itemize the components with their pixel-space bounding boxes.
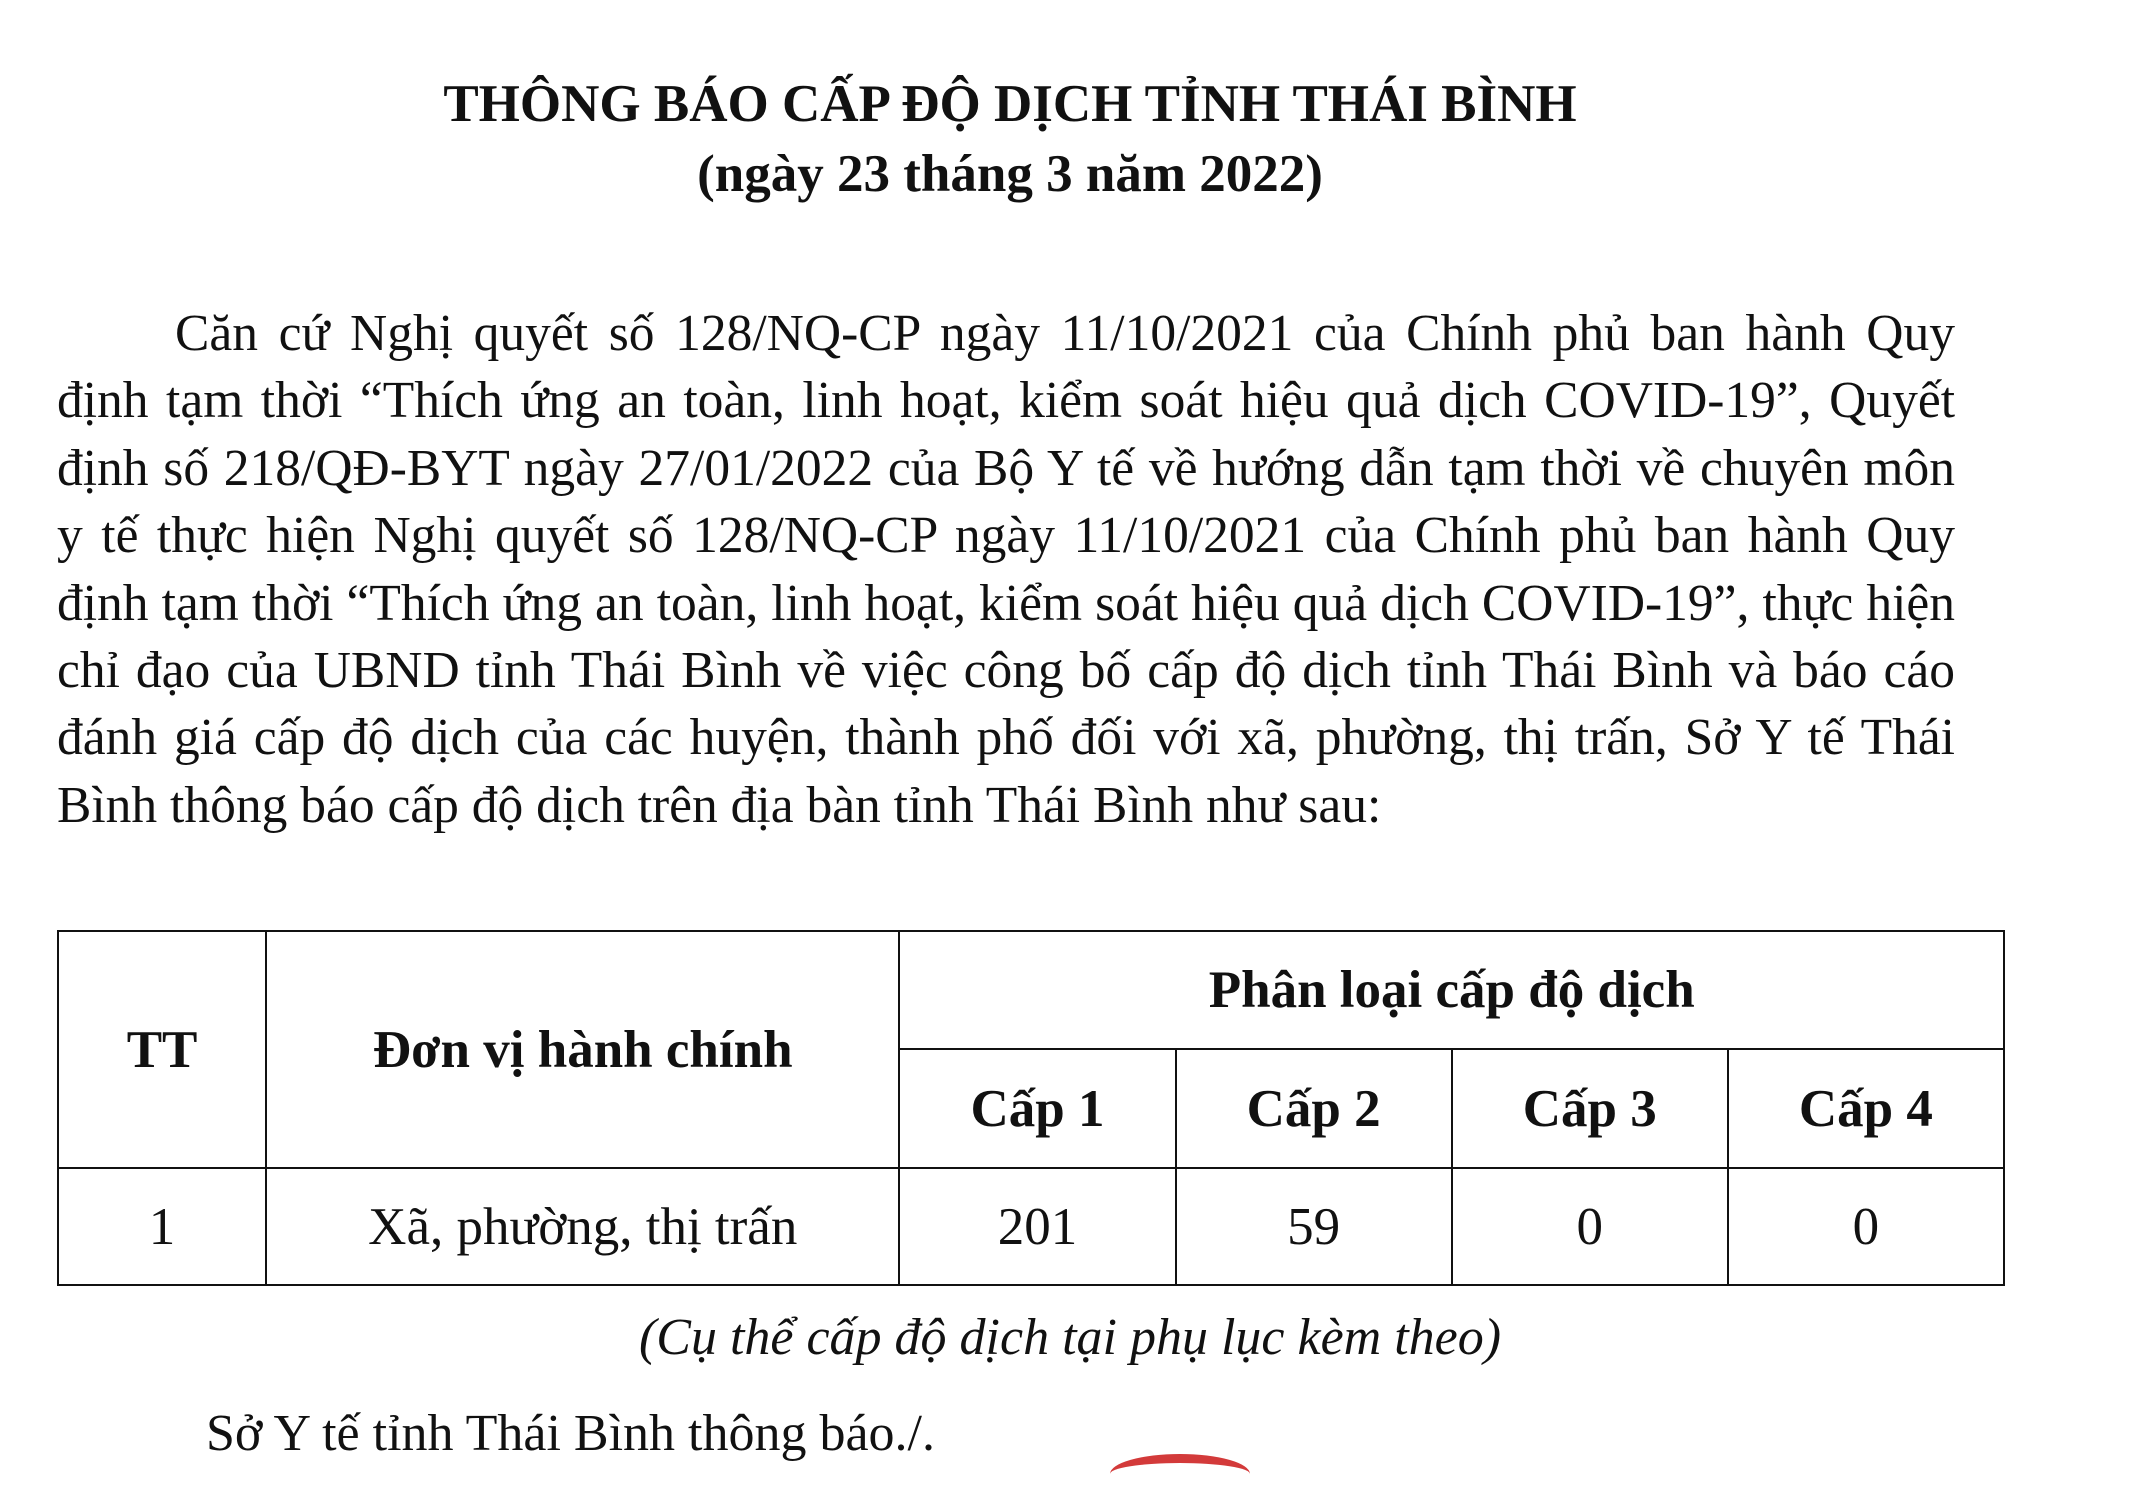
table-header-row (58, 931, 2004, 1049)
header-level-group: Phân loại cấp độ dịch (899, 931, 2004, 1049)
header-level-3: Cấp 3 (1452, 1049, 1728, 1168)
cell-unit: Xã, phường, thị trấn (266, 1168, 899, 1285)
header-level-1: Cấp 1 (899, 1049, 1175, 1168)
red-seal-edge (1110, 1454, 1250, 1494)
cell-level-3: 0 (1452, 1168, 1728, 1285)
document-title: THÔNG BÁO CẤP ĐỘ DỊCH TỈNH THÁI BÌNH (443, 75, 1577, 133)
header-level-4: Cấp 4 (1728, 1049, 2004, 1168)
table-row (58, 1168, 2004, 1285)
cell-level-1: 201 (899, 1168, 1175, 1285)
header-unit: Đơn vị hành chính (266, 931, 899, 1168)
appendix-note: (Cụ thể cấp độ dịch tại phụ lục kèm theo) (638, 1309, 1502, 1366)
header-level-2: Cấp 2 (1176, 1049, 1452, 1168)
closing-line: Sở Y tế tỉnh Thái Bình thông báo./. (206, 1405, 935, 1462)
epidemic-level-table (57, 930, 2005, 1286)
document-date: (ngày 23 tháng 3 năm 2022) (697, 145, 1323, 203)
cell-level-2: 59 (1176, 1168, 1452, 1285)
header-tt: TT (58, 931, 266, 1168)
cell-tt: 1 (58, 1168, 266, 1285)
cell-level-4: 0 (1728, 1168, 2004, 1285)
body-paragraph: Căn cứ Nghị quyết số 128/NQ-CP ngày 11/10/2021 của Chính phủ ban hành Quy định tạm thời “Thích ứng an toàn, linh hoạt, kiểm soát hiệu quả dịch COVID-19”, Quyết định số 218/QĐ-BYT ngày 27/01/2022 của Bộ Y tế về hướng dẫn tạm thời về chuyên môn y tế thực hiện Nghị quyết số 128/NQ-CP ngày 11/10/2021 của Chính phủ ban hành Quy định tạm thời “Thích ứng an toàn, linh hoạt, kiểm soát hiệu quả dịch COVID-19”, thực hiện chỉ đạo của UBND tỉnh Thái Bình về việc công bố cấp độ dịch tỉnh Thái Bình và báo cáo đánh giá cấp độ dịch của các huyện, thành phố đối với xã, phường, thị trấn, Sở Y tế Thái Bình thông báo cấp độ dịch trên địa bàn tỉnh Thái Bình như sau: (57, 305, 1955, 834)
